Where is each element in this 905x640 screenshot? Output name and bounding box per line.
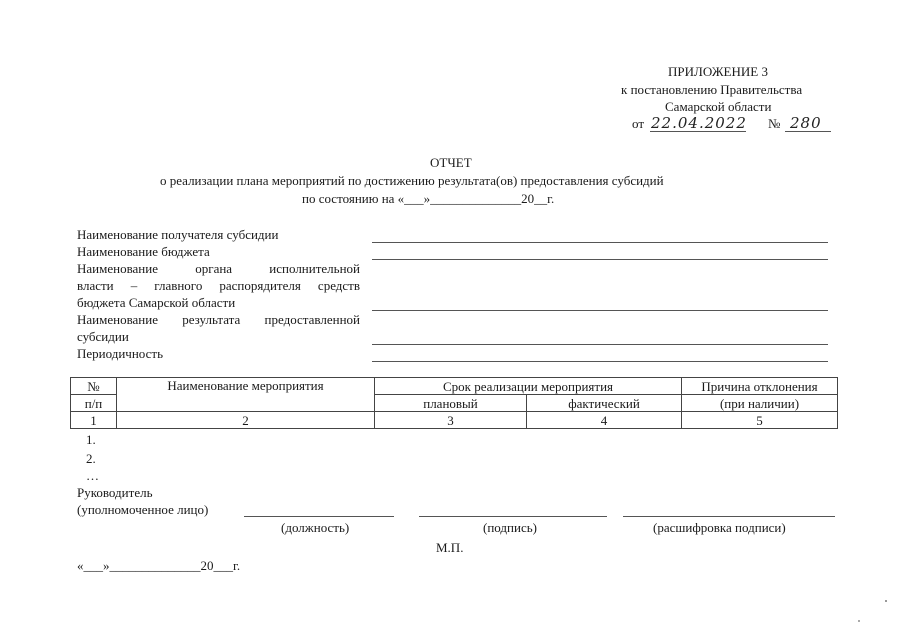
stamp-label: М.П. [436, 540, 464, 555]
signature-caption: (подпись) [483, 520, 537, 535]
appendix-line-1: к постановлению Правительства [621, 82, 803, 97]
signature-authorized-label: (уполномоченное лицо) [77, 502, 209, 517]
signature-line[interactable] [419, 516, 607, 517]
table-cell: 5 [682, 412, 838, 429]
position-line[interactable] [244, 516, 394, 517]
field-budget-line[interactable] [372, 259, 828, 260]
decode-line[interactable] [623, 516, 835, 517]
list-item: 2. [86, 451, 96, 466]
col-number-header: № [71, 378, 117, 395]
appendix-date: 22.04.2022 [651, 114, 747, 132]
list-item: 1. [86, 432, 96, 447]
field-authority-label-1: Наименование органа исполнительной [77, 261, 360, 276]
col-term-header: Срок реализации мероприятия [375, 378, 682, 395]
col-reason-header-2: (при наличии) [682, 395, 838, 412]
field-authority-label-3: бюджета Самарской области [77, 295, 236, 310]
list-item: … [86, 468, 99, 483]
field-result-label-2: субсидии [77, 329, 129, 344]
col-number-subheader: п/п [71, 395, 117, 412]
table-cell: 1 [71, 412, 117, 429]
appendix-number-label: № [768, 116, 781, 131]
report-as-of: по состоянию на «___»______________20__г. [302, 191, 555, 206]
table-cell: 4 [527, 412, 682, 429]
field-recipient-line[interactable] [372, 242, 828, 243]
table-cell: 2 [117, 412, 375, 429]
signature-date-line: «___»______________20___г. [77, 558, 241, 573]
field-periodicity-label: Периодичность [77, 346, 164, 361]
appendix-number: 280 [790, 114, 822, 132]
decode-caption: (расшифровка подписи) [653, 520, 786, 535]
position-caption: (должность) [281, 520, 350, 535]
field-authority-line[interactable] [372, 310, 828, 311]
field-result-label-1: Наименование результата предоставленной [77, 312, 360, 327]
table-numbering-row [71, 412, 838, 429]
col-term-fact-header: фактический [527, 395, 682, 412]
table-cell: 3 [375, 412, 527, 429]
appendix-from-label: от [632, 116, 645, 131]
col-reason-header-1: Причина отклонения [682, 378, 838, 395]
appendix-line-2: Самарской области [665, 99, 772, 114]
scan-speck [885, 600, 887, 602]
scan-speck [858, 620, 860, 622]
number-underline [785, 131, 831, 132]
field-recipient-label: Наименование получателя субсидии [77, 227, 279, 242]
field-authority-label-2: власти – главного распорядителя средств [77, 278, 360, 293]
appendix-title: ПРИЛОЖЕНИЕ 3 [668, 64, 768, 79]
col-term-plan-header: плановый [375, 395, 527, 412]
report-title: ОТЧЕТ [430, 155, 472, 170]
col-name-header: Наименование мероприятия [117, 378, 375, 412]
field-budget-label: Наименование бюджета [77, 244, 210, 259]
date-underline [650, 131, 746, 132]
field-periodicity-line[interactable] [372, 361, 828, 362]
table-header-row [71, 378, 838, 395]
field-result-line[interactable] [372, 344, 828, 345]
report-subtitle: о реализации плана мероприятий по достижению результата(ов) предоставления субсидий [160, 173, 664, 188]
activities-table [70, 377, 838, 429]
signature-head-label: Руководитель [77, 485, 153, 500]
